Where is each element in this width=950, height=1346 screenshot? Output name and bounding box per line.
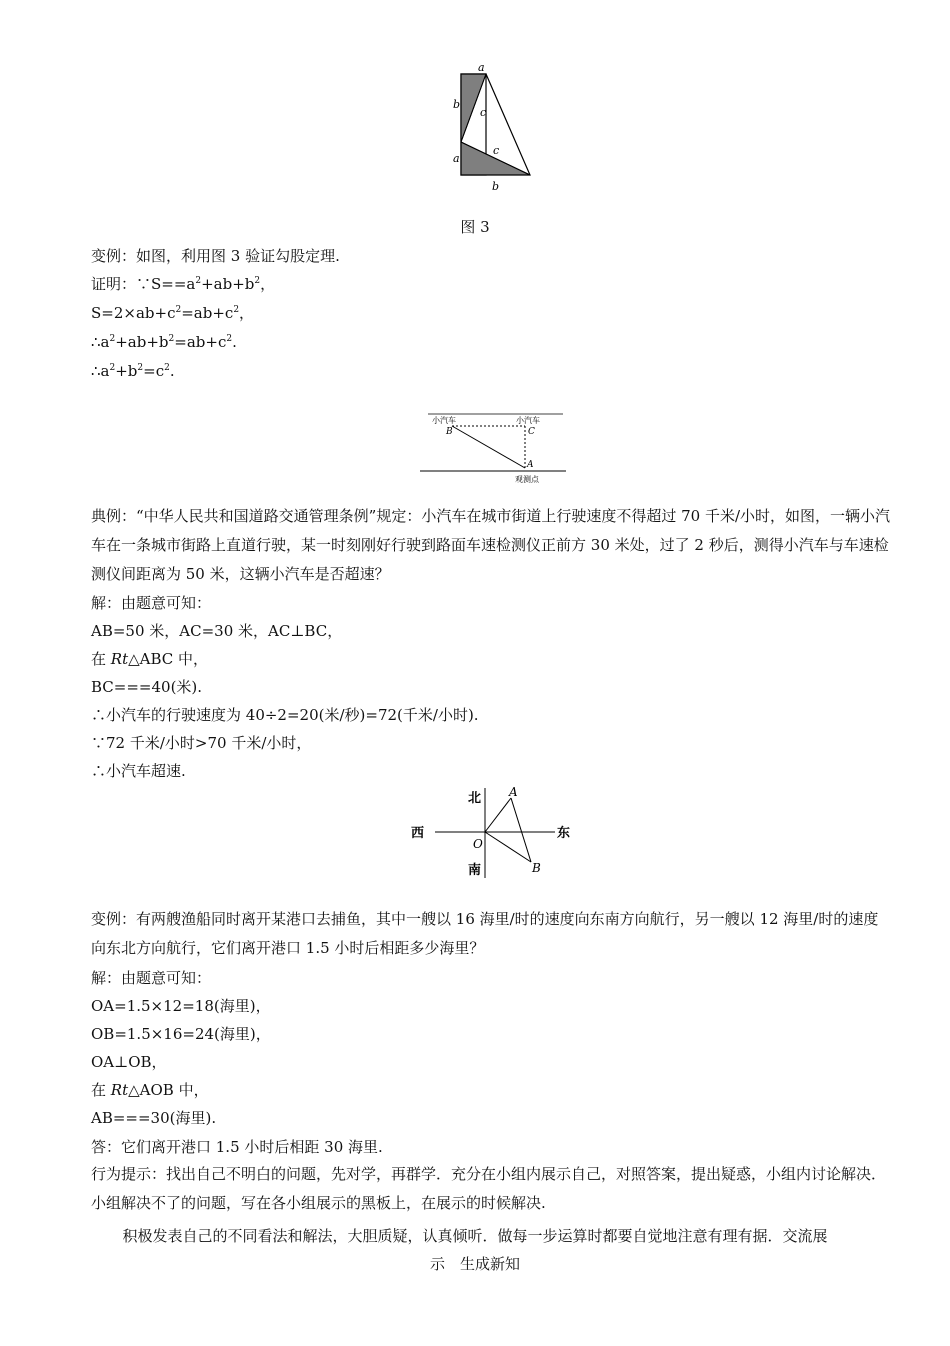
variant-2-solution-5: 在 Rt△AOB 中， bbox=[91, 1081, 209, 1099]
point-b-label: B bbox=[532, 861, 541, 875]
south-label: 南 bbox=[468, 863, 482, 878]
proof-line-3: $\therefore a^2+ab+b^2=ab+c^2$. bbox=[91, 333, 237, 351]
variant-1-statement: 变例：如图，利用图 3 验证勾股定理. bbox=[91, 247, 340, 265]
car-left-label: 小汽车 bbox=[432, 416, 456, 425]
car-speed-diagram bbox=[418, 408, 568, 486]
figure-3-caption: 图 3 bbox=[460, 218, 490, 236]
label-left-a: a bbox=[453, 152, 460, 165]
variant-2-solution-4: OA⊥OB， bbox=[91, 1053, 167, 1071]
example-solution-7: ∴小汽车超速. bbox=[91, 762, 186, 780]
closing-line-2: 示 生成新知 bbox=[429, 1255, 520, 1273]
station-label: 观测点 bbox=[515, 475, 539, 484]
label-bottom-b: b bbox=[492, 180, 500, 193]
compass-diagram bbox=[405, 782, 585, 882]
point-o-label: O bbox=[473, 837, 483, 851]
proof-line-1: 证明：$\because S==a^2+ab+b^2$， bbox=[91, 275, 276, 293]
point-b-label: B bbox=[446, 427, 453, 437]
segment-ab bbox=[452, 426, 525, 468]
behavior-tips-paragraph: 行为提示：找出自己不明白的问题，先对学，再群学．充分在小组内展示自己，对照答案，提出疑惑，小组内讨论解决．小组解决不了的问题，写在各小组展示的黑板上，在展示的时候解决. bbox=[91, 1165, 887, 1212]
segment-ob bbox=[485, 832, 531, 862]
example-solution-3: 在 Rt△ABC 中， bbox=[91, 650, 209, 668]
variant-2-solution-3: OB=1.5×16=24(海里)， bbox=[91, 1025, 271, 1043]
point-a-label: A bbox=[509, 785, 518, 799]
example-solution-1: 解：由题意可知： bbox=[91, 594, 212, 612]
closing-line-1: 积极发表自己的不同看法和解法，大胆质疑，认真倾听．做每一步运算时都要自觉地注意有理有据．交流展 bbox=[122, 1227, 828, 1245]
example-solution-5: ∴小汽车的行驶速度为 40÷2=20(米/秒)=72(千米/小时). bbox=[91, 706, 479, 724]
variant-2-solution-6: AB===30(海里). bbox=[91, 1109, 217, 1127]
label-left-b: b bbox=[453, 98, 461, 111]
example-solution-6: ∵72 千米/小时>70 千米/小时， bbox=[91, 734, 312, 752]
figure-3-diagram bbox=[440, 60, 550, 195]
label-mid-c: c bbox=[480, 106, 487, 119]
segment-ab bbox=[511, 798, 531, 862]
north-label: 北 bbox=[468, 791, 482, 806]
point-c-label: C bbox=[528, 427, 535, 437]
variant-2-solution-1: 解：由题意可知： bbox=[91, 969, 212, 987]
variant-2-answer: 答：它们离开港口 1.5 小时后相距 30 海里. bbox=[91, 1138, 383, 1156]
label-low-c: c bbox=[493, 144, 500, 157]
variant-2-solution-2: OA=1.5×12=18(海里)， bbox=[91, 997, 271, 1015]
car-right-label: 小汽车 bbox=[516, 416, 540, 425]
example-solution-4: BC===40(米). bbox=[91, 678, 203, 696]
example-solution-2: AB=50 米，AC=30 米，AC⊥BC， bbox=[91, 622, 343, 640]
proof-line-2: $S=2\times ab+c^2=ab+c^2$， bbox=[91, 304, 255, 322]
proof-line-4: $\therefore a^2+b^2=c^2$. bbox=[91, 362, 175, 380]
east-label: 东 bbox=[557, 826, 571, 841]
variant-2-paragraph: 变例：有两艘渔船同时离开某港口去捕鱼，其中一艘以 16 海里/时的速度向东南方向航行，另一艘以 12 海里/时的速度向东北方向航行，它们离开港口 1.5 小时后相距多少海里？ bbox=[91, 910, 879, 957]
west-label: 西 bbox=[411, 826, 425, 841]
point-a-label: A bbox=[527, 460, 534, 470]
label-top-a: a bbox=[478, 61, 485, 74]
segment-oa bbox=[485, 798, 511, 832]
example-paragraph: 典例：“中华人民共和国道路交通管理条例”规定：小汽车在城市街道上行驶速度不得超过 70 千米/小时，如图，一辆小汽车在一条城市街路上直道行驶，某一时刻刚好行驶到路面车速检测仪正前方 30 米处，过了 2 秒后，测得小汽车与车速检测仪间距离为 50 米，这辆小汽车是否超速？ bbox=[91, 507, 891, 583]
